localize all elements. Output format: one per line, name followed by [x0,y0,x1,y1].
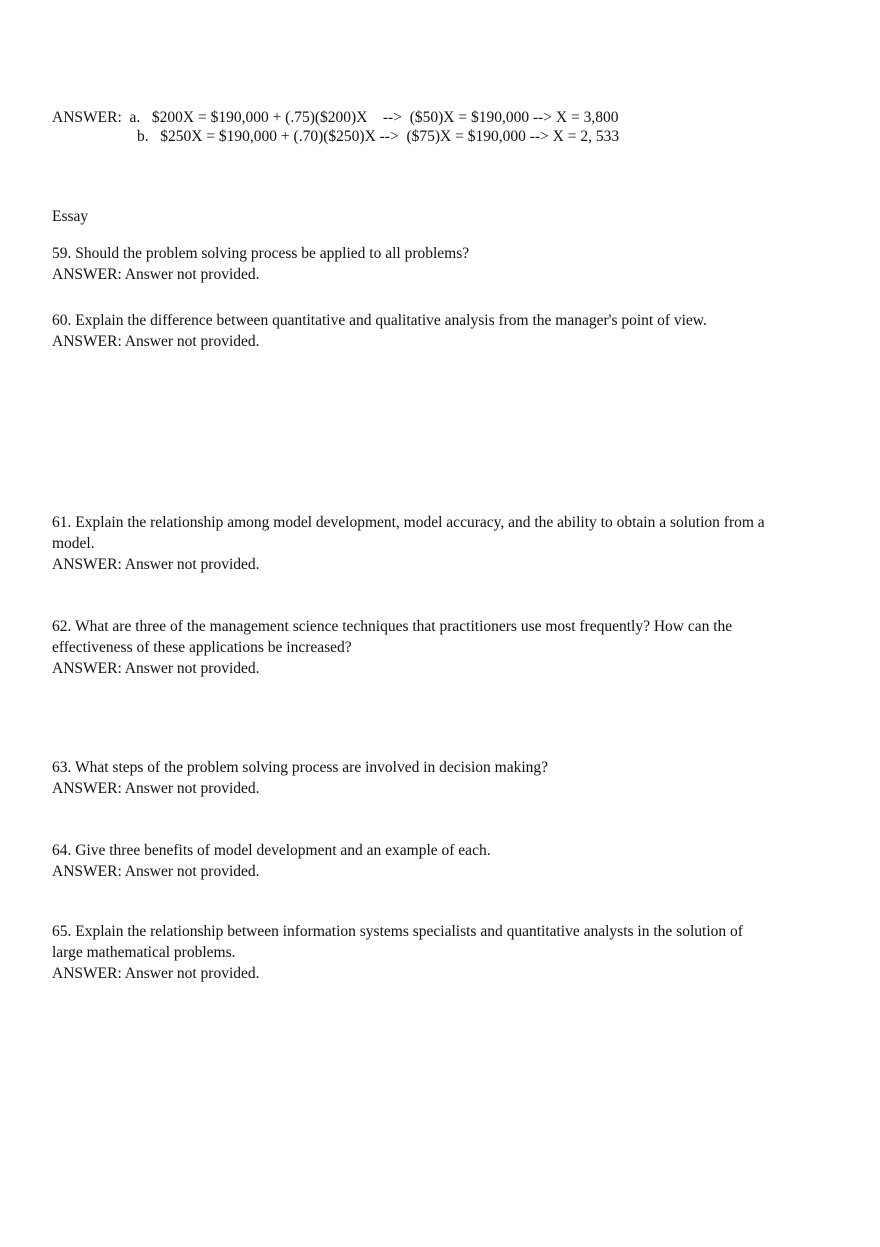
question-text: 61. Explain the relationship among model development, model accuracy, and the ability to obtain a solution from a model. [52,514,765,552]
question-59-block [52,243,812,285]
question-63-block [52,757,812,799]
question-62-block [52,616,752,679]
question-text: 65. Explain the relationship between information systems specialists and quantitative analysts in the solution of large mathematical problems. [52,923,743,961]
answer-text: ANSWER: Answer not provided. [52,863,260,880]
section-heading: Essay [52,208,89,225]
answer-text: ANSWER: Answer not provided. [52,556,260,573]
question-61-block [52,512,792,575]
answer-text: ANSWER: Answer not provided. [52,333,260,350]
question-text: 64. Give three benefits of model development and an example of each. [52,842,491,859]
answer-line-a: ANSWER: a. $200X = $190,000 + (.75)($200)X --> ($50)X = $190,000 --> X = 3,800 [52,109,619,126]
answer-text: ANSWER: Answer not provided. [52,266,260,283]
question-65-block [52,921,770,984]
question-64-block [52,840,812,882]
question-text: 59. Should the problem solving process be applied to all problems? [52,245,470,262]
question-60-block [52,310,812,352]
answer-text: ANSWER: Answer not provided. [52,660,260,677]
answer-text: ANSWER: Answer not provided. [52,780,260,797]
answer-line-b: b. $250X = $190,000 + (.70)($250)X --> ($75)X = $190,000 --> X = 2, 533 [137,128,620,145]
question-text: 62. What are three of the management science techniques that practitioners use most frequently? How can the effectiveness of these applications be increased? [52,618,733,656]
question-text: 63. What steps of the problem solving process are involved in decision making? [52,759,549,776]
question-text: 60. Explain the difference between quantitative and qualitative analysis from the manager's point of view. [52,312,707,329]
answer-text: ANSWER: Answer not provided. [52,965,260,982]
